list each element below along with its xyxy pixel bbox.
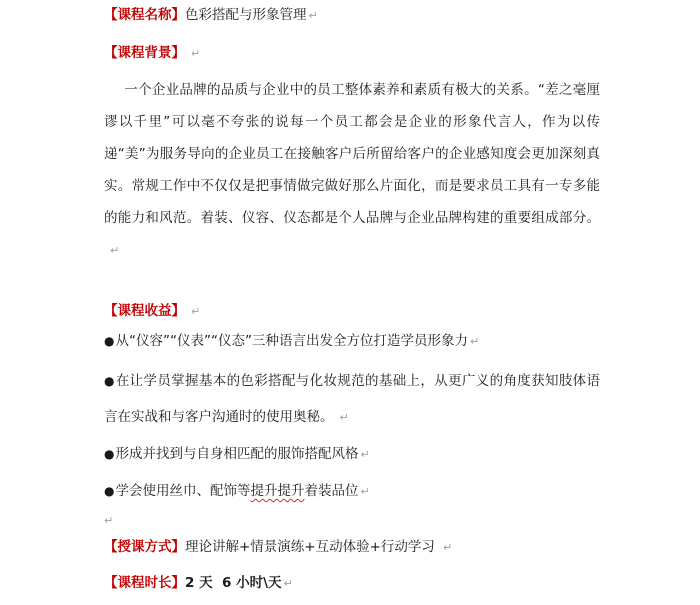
paragraph-mark-icon: ↵ xyxy=(308,9,318,22)
background-label: 【课程背景】 xyxy=(104,45,185,61)
benefit-item xyxy=(104,363,600,436)
benefits-heading-line xyxy=(104,301,200,322)
benefit-text: 从“仪容”“仪表”“仪态”三种语言出发全方位打造学员形象力 xyxy=(115,333,468,349)
background-text: 一个企业品牌的品质与企业中的员工整体素养和素质有极大的关系。“差之毫厘谬以千里”可以毫不夸张的说每一个员工都会是企业的形象代言人，作为以传递“美”为服务导向的企业员工在接触客户后所留给客户的企业感知度会更加深刻真实。常规工作中不仅仅是把事情做完做好那么片面化，而是要求员工具有一专多能的能力和风范。着装、仪容、仪态都是个人品牌与企业品牌构建的重要组成部分。 xyxy=(104,82,600,226)
background-heading-line xyxy=(104,43,200,64)
duration-line xyxy=(104,573,293,594)
paragraph-mark-icon: ↵ xyxy=(360,485,370,498)
duration-label: 【课程时长】 xyxy=(104,575,185,591)
paragraph-mark-icon: ↵ xyxy=(442,541,453,554)
benefit-item xyxy=(104,444,370,465)
method-value: 理论讲解+情景演练+互动体验+行动学习 xyxy=(185,539,435,555)
bullet-icon: ● xyxy=(104,334,115,348)
duration-value: 2 天 6 小时\天 xyxy=(185,575,282,591)
spellcheck-flagged-text[interactable]: 提升提升 xyxy=(250,483,305,499)
course-name-value: 色彩搭配与形象管理 xyxy=(185,7,307,23)
paragraph-mark-icon: ↵ xyxy=(191,47,201,60)
bullet-icon: ● xyxy=(104,374,115,388)
benefit-item xyxy=(104,331,479,352)
benefit-text: 在让学员掌握基本的色彩搭配与化妆规范的基础上，从更广义的角度获知肢体语言在实战和与客户沟通时的使用奥秘。 xyxy=(104,373,600,425)
method-line xyxy=(104,537,452,558)
benefit-text: 形成并找到与自身相匹配的服饰搭配风格 xyxy=(115,446,359,462)
paragraph-mark-icon: ↵ xyxy=(339,411,349,424)
benefit-item xyxy=(104,481,370,502)
paragraph-mark-icon: ↵ xyxy=(283,577,293,590)
course-name-line xyxy=(104,5,318,26)
course-name-label: 【课程名称】 xyxy=(104,7,185,23)
benefits-label: 【课程收益】 xyxy=(104,303,185,319)
paragraph-mark-icon: ↵ xyxy=(469,335,480,348)
method-label: 【授课方式】 xyxy=(104,539,185,555)
empty-paragraph xyxy=(104,510,113,531)
background-paragraph xyxy=(104,74,600,267)
paragraph-mark-icon: ↵ xyxy=(110,244,120,257)
benefit-text-after: 着装品位 xyxy=(304,483,359,499)
bullet-icon: ● xyxy=(104,447,115,461)
paragraph-mark-icon: ↵ xyxy=(104,514,114,527)
bullet-icon: ● xyxy=(104,484,115,498)
paragraph-mark-icon: ↵ xyxy=(191,305,201,318)
paragraph-mark-icon: ↵ xyxy=(360,448,370,461)
benefit-text-before: 学会使用丝巾、配饰等 xyxy=(115,483,251,499)
